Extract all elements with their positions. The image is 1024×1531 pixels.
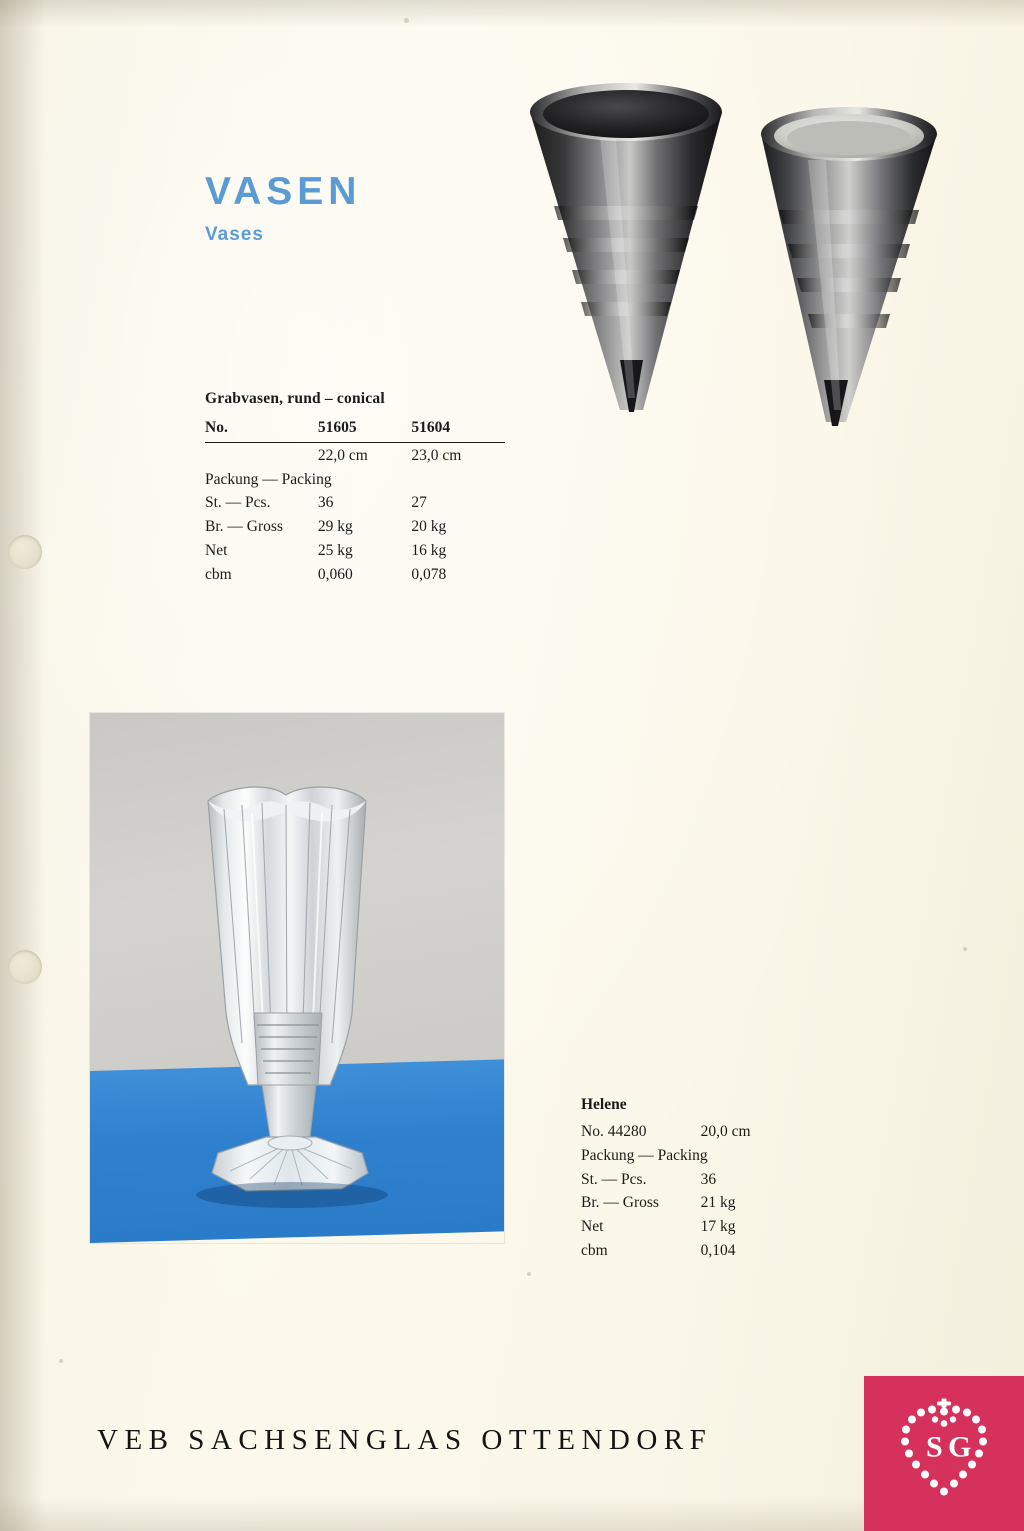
vase-stem xyxy=(262,1085,316,1137)
row-label: cbm xyxy=(205,565,232,583)
table-row xyxy=(205,563,505,587)
row-value-1: 51605 xyxy=(317,419,357,436)
row-label: Packung — Packing xyxy=(581,1146,708,1164)
footer-company-name: VEB SACHSENGLAS OTTENDORF xyxy=(97,1424,713,1456)
table-row xyxy=(205,539,505,563)
row-label: Net xyxy=(205,542,228,560)
row-value-1: 0,060 xyxy=(317,565,353,583)
product-photo-helene-vase xyxy=(90,713,504,1243)
table-row xyxy=(205,468,505,492)
row-label xyxy=(205,442,318,467)
row-label: Packung — Packing xyxy=(205,470,332,488)
svg-text:G: G xyxy=(948,1430,972,1464)
spec-table xyxy=(581,1120,831,1263)
vase-knop xyxy=(254,1013,322,1085)
spec-table xyxy=(205,416,505,587)
row-value-1: 36 xyxy=(700,1170,717,1188)
vase-conical-right xyxy=(761,107,937,426)
heart-logo-icon xyxy=(885,1398,1003,1515)
spec-table-helene xyxy=(581,1096,831,1263)
row-label: St. — Pcs. xyxy=(581,1170,647,1188)
row-label: No. 44280 xyxy=(581,1123,647,1140)
paper-speck xyxy=(527,1272,531,1276)
product-photo-conical-vases xyxy=(508,60,978,450)
row-value-1: 0,104 xyxy=(700,1242,736,1260)
row-value-2: 23,0 cm xyxy=(411,446,462,464)
table-row xyxy=(205,442,505,467)
spec-table-conical xyxy=(205,390,505,587)
row-value-2: 27 xyxy=(411,494,427,512)
binder-punch-hole xyxy=(8,950,42,984)
row-value-2: 51604 xyxy=(411,419,451,436)
row-value-2: 0,078 xyxy=(411,565,447,583)
page-edge-shadow-top xyxy=(0,0,1024,28)
paper-speck xyxy=(59,1359,63,1363)
row-value-2: 16 kg xyxy=(411,542,447,560)
page-title: VASEN xyxy=(205,170,362,213)
row-label: cbm xyxy=(581,1242,608,1260)
row-value-2: 20 kg xyxy=(411,518,447,536)
paper-speck xyxy=(963,947,967,951)
table-row xyxy=(205,491,505,515)
row-value-1: 17 kg xyxy=(700,1218,736,1236)
table-row xyxy=(581,1191,831,1215)
page-subtitle: Vases xyxy=(205,224,264,245)
spec-caption: Helene xyxy=(581,1096,627,1113)
row-value-1: 29 kg xyxy=(317,518,353,536)
row-value-1: 22,0 cm xyxy=(317,446,368,464)
row-value-1: 36 xyxy=(317,494,334,512)
row-label: St. — Pcs. xyxy=(205,494,271,512)
binder-punch-hole xyxy=(8,535,42,569)
row-label: Net xyxy=(581,1218,604,1236)
company-logo-block xyxy=(864,1376,1024,1531)
row-label: No. xyxy=(205,419,228,436)
row-label: Br. — Gross xyxy=(581,1194,659,1212)
page-edge-shadow-left xyxy=(0,0,46,1531)
table-row xyxy=(205,515,505,539)
row-label: Br. — Gross xyxy=(205,518,283,536)
svg-text:S: S xyxy=(926,1430,943,1464)
spec-caption: Grabvasen, rund – conical xyxy=(205,390,385,407)
vase-conical-left xyxy=(530,83,722,412)
table-row xyxy=(581,1239,831,1263)
table-row xyxy=(581,1215,831,1239)
row-value-1: 20,0 cm xyxy=(700,1123,751,1140)
table-row xyxy=(581,1168,831,1192)
page-heading xyxy=(205,172,361,246)
table-row xyxy=(581,1144,831,1168)
table-row xyxy=(205,416,505,440)
table-row xyxy=(581,1120,831,1144)
row-value-1: 21 kg xyxy=(700,1194,736,1212)
paper-speck xyxy=(404,18,409,23)
row-value-1: 25 kg xyxy=(317,542,353,560)
